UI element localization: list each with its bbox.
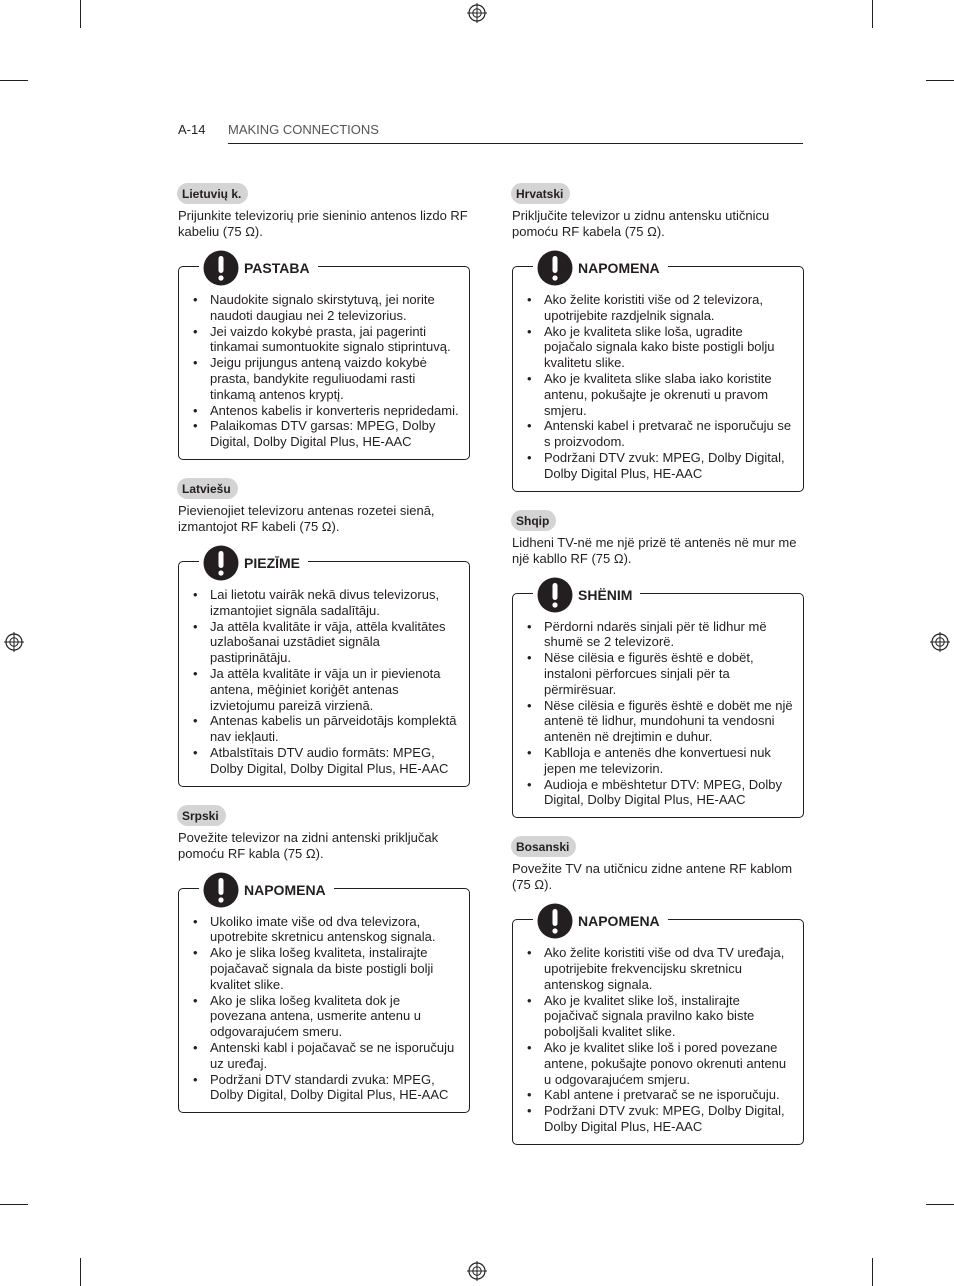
note-box <box>178 881 470 1114</box>
note-list <box>193 587 459 777</box>
left-column <box>178 183 470 1113</box>
language-section-albanian <box>512 510 804 819</box>
language-badge: Hrvatski <box>511 183 570 204</box>
crop-mark <box>872 1258 873 1286</box>
note-box <box>178 554 470 787</box>
note-header <box>533 250 668 286</box>
exclamation-icon <box>203 872 239 908</box>
list-item: • Jei vaizdo kokybė prasta, jai pagerinti tinkamai sumontuokite signalo stiprintuvą. <box>193 324 459 356</box>
list-item: • Kablloja e antenës dhe konvertuesi nuk jepen me televizorin. <box>527 745 793 777</box>
note-label: NAPOMENA <box>578 913 660 930</box>
crop-mark <box>0 80 28 81</box>
note-box <box>512 260 804 492</box>
note-list <box>193 914 459 1104</box>
note-header <box>199 250 318 286</box>
language-badge: Bosanski <box>511 836 576 857</box>
exclamation-icon <box>537 903 573 939</box>
language-section-lithuanian <box>178 183 470 460</box>
language-badge: Latviešu <box>177 478 238 499</box>
language-badge: Srpski <box>177 805 226 826</box>
language-section-croatian <box>512 183 804 492</box>
intro-text: Povežite televizor na zidni antenski priključak pomoću RF kabla (75 Ω). <box>178 829 439 861</box>
list-item: • Audioja e mbështetur DTV: MPEG, Dolby Digital, Dolby Digital Plus, HE-AAC <box>527 777 793 809</box>
list-item: • Atbalstītais DTV audio formāts: MPEG, Dolby Digital, Dolby Digital Plus, HE-AAC <box>193 745 459 777</box>
list-item: • Antenski kabl i pojačavač se ne isporučuju uz uređaj. <box>193 1040 459 1072</box>
list-item: • Jeigu prijungus anteną vaizdo kokybė prasta, bandykite reguliuodami rasti tinkamą antenos kryptį. <box>193 355 459 402</box>
list-item: • Antenos kabelis ir konverteris nepridedami. <box>193 403 459 419</box>
crop-mark <box>872 0 873 28</box>
language-section-bosnian <box>512 836 804 1145</box>
list-item: • Nëse cilësia e figurës është e dobët me një antenë të lidhur, mundohuni ta vendosni antenën në drejtimin e duhur. <box>527 698 793 745</box>
list-item: • Podržani DTV standardi zvuka: MPEG, Dolby Digital, Dolby Digital Plus, HE-AAC <box>193 1072 459 1104</box>
note-header <box>199 545 308 581</box>
list-item: • Ako je kvalitet slike loš, instalirajte pojačivač signala pravilno kako biste poboljšali kvalitet slike. <box>527 993 793 1040</box>
crop-mark <box>0 1204 28 1205</box>
note-label: SHËNIM <box>578 586 633 603</box>
list-item: • Podržani DTV zvuk: MPEG, Dolby Digital, Dolby Digital Plus, HE-AAC <box>527 1103 793 1135</box>
list-item: • Ja attēla kvalitāte ir vāja, attēla kvalitātes uzlabošanai uzstādiet signāla pastiprinātāju. <box>193 619 459 666</box>
list-item: • Ukoliko imate više od dva televizora, upotrebite skretnicu antenskog signala. <box>193 914 459 946</box>
list-item: • Ako želite koristiti više od 2 televizora, upotrijebite razdjelnik signala. <box>527 292 793 324</box>
registration-mark-icon <box>930 632 950 652</box>
note-label: NAPOMENA <box>244 881 326 898</box>
intro-text: Priključite televizor u zidnu antensku utičnicu pomoću RF kabela (75 Ω). <box>512 208 770 239</box>
crop-mark <box>926 80 954 81</box>
exclamation-icon <box>537 577 573 613</box>
intro-text: Povežite TV na utičnicu zidne antene RF kablom (75 Ω). <box>512 861 793 893</box>
list-item: • Naudokite signalo skirstytuvą, jei norite naudoti daugiau nei 2 televizorius. <box>193 292 459 324</box>
language-badge: Lietuvių k. <box>177 183 248 204</box>
crop-mark <box>926 1204 954 1205</box>
note-list <box>193 292 459 450</box>
list-item: • Podržani DTV zvuk: MPEG, Dolby Digital, Dolby Digital Plus, HE-AAC <box>527 450 793 482</box>
intro-text: Pievienojiet televizoru antenas rozetei sienā, izmantojot RF kabeli (75 Ω). <box>178 502 435 534</box>
list-item: • Antenas kabelis un pārveidotājs komplektā nav iekļauti. <box>193 713 459 745</box>
registration-mark-icon <box>467 3 487 23</box>
language-section-latvian <box>178 478 470 787</box>
exclamation-icon <box>537 250 573 286</box>
list-item: • Ako je kvaliteta slike slaba iako koristite antenu, pokušajte je okrenuti u pravom smjeru. <box>527 371 793 418</box>
list-item: • Ako je kvaliteta slike loša, ugradite pojačalo signala kako biste postigli bolju kvalitetu slike. <box>527 324 793 371</box>
registration-mark-icon <box>467 1261 487 1281</box>
intro-text: Prijunkite televizorių prie sieninio antenos lizdo RF kabeliu (75 Ω). <box>178 208 468 239</box>
note-list <box>527 292 793 482</box>
list-item: • Kabl antene i pretvarač se ne isporučuju. <box>527 1087 793 1103</box>
registration-mark-icon <box>4 632 24 652</box>
intro-text: Lidheni TV-në me një prizë të antenës në mur me një kabllo RF (75 Ω). <box>512 534 797 566</box>
note-header <box>199 872 334 908</box>
exclamation-icon <box>203 250 239 286</box>
note-label: PIEZĪME <box>244 554 301 571</box>
note-box <box>178 260 470 460</box>
right-column <box>512 183 804 1145</box>
page-number: A-14 <box>178 122 206 137</box>
note-label: NAPOMENA <box>578 260 660 276</box>
list-item: • Ako je slika lošeg kvaliteta dok je povezana antena, usmerite antenu u odgovarajućem smeru. <box>193 993 459 1040</box>
page-header <box>178 122 803 145</box>
note-header <box>533 577 640 613</box>
note-header <box>533 903 668 939</box>
note-box <box>512 586 804 819</box>
list-item: • Ja attēla kvalitāte ir vāja un ir pievienota antena, mēģiniet koriģēt antenas izvietojumu pareizā virzienā. <box>193 666 459 713</box>
note-list <box>527 945 793 1135</box>
language-section-serbian <box>178 805 470 1114</box>
note-list <box>527 619 793 809</box>
crop-mark <box>80 0 81 28</box>
list-item: • Ako je slika lošeg kvaliteta, instalirajte pojačavač signala da biste postigli bolji kvalitet slike. <box>193 945 459 992</box>
exclamation-icon <box>203 545 239 581</box>
section-title: MAKING CONNECTIONS <box>228 122 379 137</box>
list-item: • Antenski kabel i pretvarač ne isporučuju se s proizvodom. <box>527 418 793 450</box>
list-item: • Lai lietotu vairāk nekā divus televizorus, izmantojiet signāla sadalītāju. <box>193 587 459 619</box>
header-rule <box>228 143 803 144</box>
crop-mark <box>80 1258 81 1286</box>
language-badge: Shqip <box>511 510 556 531</box>
note-label: PASTABA <box>244 260 310 276</box>
list-item: • Palaikomas DTV garsas: MPEG, Dolby Digital, Dolby Digital Plus, HE-AAC <box>193 418 459 450</box>
list-item: • Përdorni ndarës sinjali për të lidhur më shumë se 2 televizorë. <box>527 619 793 651</box>
list-item: • Nëse cilësia e figurës është e dobët, instaloni përforcues sinjali për ta përmirësuar. <box>527 650 793 697</box>
list-item: • Ako želite koristiti više od dva TV uređaja, upotrijebite frekvencijsku skretnicu antenskog signala. <box>527 945 793 992</box>
note-box <box>512 913 804 1145</box>
list-item: • Ako je kvalitet slike loš i pored povezane antene, pokušajte ponovo okrenuti antenu u odgovarajućem smjeru. <box>527 1040 793 1087</box>
